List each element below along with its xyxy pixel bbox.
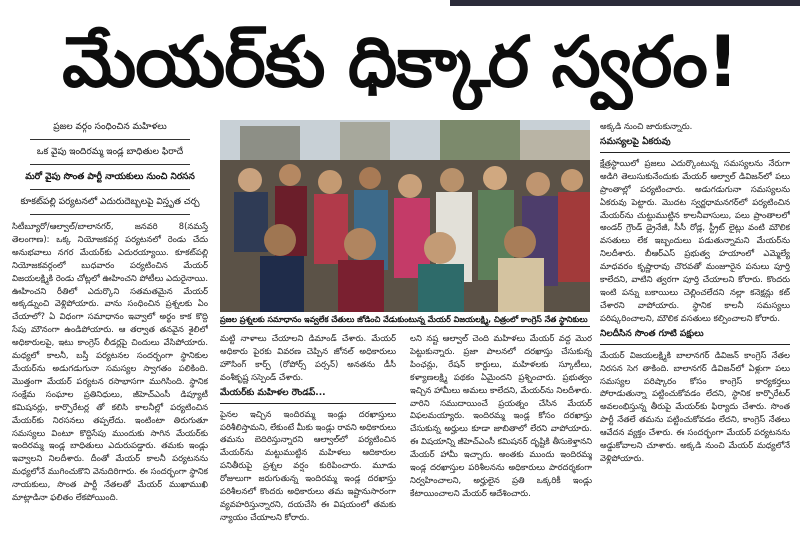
article-body-left: సిటీబ్యూరో/ఆల్వాల్/బాలానగర్, జనవరి 8(నమస్తే తెలంగాణ): ఒక్క నియోజకవర్గ పర్యటనలో రెండు చేదు అనుభవాలు నగర మేయర్‌కు ఎదురయ్యాయి. కూకట్‌పల్లి నియోజకవర్గంలో బుధవారం పర్యటించిన మేయర్ విజయలక్ష్మికి రెండు చోట్లలో ఊహించని పోటీలు ఎదురైనాయి. ఊహించని రీతిలో ఎదుర్కొని సతమతమైన మేయర్ అక్కడ్నుంచి వెళ్లిపోయారు. వాను సంధించిన ప్రశ్నలకు ఏం చేయాలో? ఏ విధంగా సమాధానం ఇవ్వాలో అర్థం కాక కొద్ది సేపు మౌనంగా ఉండిపోయారు. ఆ తర్వాత తనవైన శైలిలో అధికారులపై, ఇటు కాంగ్రెస్ లీడర్లపై చిందులు వేసిపోయారు. మధ్యలో కాలనీ, బస్తీ పర్యటనల సందర్భంగా స్థానికుల మేయర్‌ను అడుగడుగునా సమస్యల స్వాగతం పలికింది. మొత్తంగా మేయర్ పర్యటన రసాభాసగా ముగిసింది. స్థానిక సంక్షేమ సంఘాల ప్రతినిధులు, జీహెచ్ఎంసీ డిప్యూటీ కమిషనర్లు, కార్పొరేటర్ల తో కలిసి కాలనీల్లో పర్యటించిన మేయర్‌కు నిరసనలు తప్పలేదు. ఇంటింటా తిరుగుతూ సమస్యలు వింటూ కొద్దిసేపు ముందుకు సాగిన మేయర్‌కు ఇందిరమ్మ ఇండ్ల బాధితులు ఎదురుపడ్డారు. తమకు ఇండ్లు ఇవ్వాలని నిలదీశారు. దీంతో మేయర్ కాలనీ పర్యటనను మధ్యలోనే ముగించుకొని వెనుదిరిగారు. ఈ సందర్భంగా స్థానిక నాయకులు, సొంత పార్టీ నేతలతో మేయర్ ముఖాముఖి మాట్లాడినా ఫలితం లేకపోయింది. — [12, 221, 208, 503]
paragraph: అక్కడి నుంచి జారుకున్నారు. — [600, 121, 693, 131]
paragraph: లని నష్ట ఆల్వాల్ చెంది మహిళలు మేయర్ వద్ద మొర పెట్టుకున్నారు. ప్రజా పాలనలో దరఖాస్తు చేసుకున్న పింఛన్లు, రేషన్ కార్డులు, మహిళలకు స్కూటీలు, కళ్యాణలక్ష్మి పథకం ఏమైందని ప్రశ్నించారు. ప్రభుత్వం ఇచ్చిన హామీలు అమలు కాలేదని, మేయర్‌ను నిలదీశారు. వారిని సముదాయించే ప్రయత్నం చేసిన మేయర్ విఫలమయ్యారు. ఇందిరమ్మ ఇండ్ల కోసం దరఖాస్తు చేసుకున్న అర్హులు కూడా జాబితాలో లేరని వాపోయారు. ఈ విషయాన్ని జీహెచ్ఎంసీ కమిషనర్ దృష్టికి తీసుకెళ్తానని మేయర్ హామీ ఇచ్చారు. అంతకు ముందు ఇందిరమ్మ ఇండ్ల దరఖాస్తుల పరిశీలనను అధికారులు పారదర్శకంగా నిర్వహించాలని, అర్హులైన ప్రతి ఒక్కరికీ ఇండ్లు కేటాయించాలని మేయర్ ఆదేశించారు. — [410, 333, 592, 498]
kicker-4: కూకట్‌పల్లి పర్యటనలో ఎదురుదెబ్బలపై విస్తృత చర్చ — [20, 197, 200, 207]
article-column-center-right — [410, 332, 592, 532]
headline: మేయర్‌కు ధిక్కార స్వరం! — [62, 21, 738, 103]
kicker-divider — [30, 214, 190, 215]
crowd-photo-illustration — [220, 120, 590, 312]
subheading: సమస్యలపై ఏకరువు — [600, 135, 790, 153]
news-photo — [220, 120, 590, 312]
kicker-1: ప్రజల వర్గం సంధించిన మహిళలు — [53, 122, 167, 132]
photo-caption: ప్రజల ప్రశ్నలకు సమాధానం ఇవ్వలేక చేతులు జోడించి వేడుకుంటున్న మేయర్ విజయలక్ష్మి, చిత్రంలో కాంగ్రెస్ నేత స్థానికులు — [220, 313, 590, 327]
kicker-divider — [30, 164, 190, 165]
article-column-center-left — [220, 332, 396, 532]
paragraph: మట్టి నాళాలు చేయాలని డిమాండ్ చేశారు. మేయర్ అధికారు పైరకు వివరణ చెప్పిన జోనల్ అధికారులు హౌసింగ్ కార్ప్ (రోపోర్స్ పర్సన్) అనతను డీసీ వంశీకృష్ణ సస్పెండ్ చేశారు. — [220, 333, 396, 382]
paragraph: మేయర్ విజయలక్ష్మికి బాలానగర్ డివిజన్ కాంగ్రెస్ నేతల నిరసన సెగ తాకింది. బాలానగర్ డివిజన్‌లో ఏళ్లుగా పలు సమస్యల పరిష్కారం కోసం కాంగ్రెస్ కార్యకర్తలు పోరాడుతున్నా పట్టించుకోవడం లేదని, స్థానిక కార్పొరేటర్ అవలంభిస్తున్న తీరుపై మేయర్‌కు ఫిర్యాదు చేశారు. సొంత పార్టీ నేతలే తమను పట్టించుకోవడం లేదని, కాంగ్రెస్ నేతలు ఆవేదన వ్యక్తం చేశారు. ఈ సందర్భంగా మేయర్ పర్యటనను అడ్డుకోవాలని చూశారు. అక్కడి నుంచి మేయర్ మధ్యలోనే వెళ్లిపోయారు. — [600, 349, 790, 463]
subheading: మేయర్‌కు మహిళల రౌండప్... — [220, 386, 396, 404]
left-column — [12, 120, 208, 530]
subheading: నిలదీసిన సొంత గూటి పక్షులు — [600, 327, 790, 345]
kicker-2: ఒక వైపు ఇందిరమ్మ ఇండ్ల బాధితుల ఫిరాదే — [36, 147, 184, 157]
right-column — [600, 120, 790, 532]
top-band — [0, 0, 800, 6]
paragraph: క్షేత్రస్థాయిలో ప్రజలు ఎదుర్కొంటున్న సమస్యలను నేరుగా అడిగి తెలుసుకునేందుకు మేయర్ ఆల్వాల్ డివిజన్‌లో పలు ప్రాంతాల్లో పర్యటించారు. అడుగడుగునా సమస్యలను ఏకరువు పెట్టారు. మొదట స్వర్ణధామనగర్‌లో పర్యటించిన మేయర్‌ను చుట్టుముట్టిన కాలనీవాసులు, పలు ప్రాంతాలలో అండర్ గ్రౌండ్ డ్రైనేజీ, సీసీ రోడ్ల, స్ట్రీట్ లైట్లు వంటి మౌలిక వసతులు లేక ఇబ్బందులు పడుతున్నామని మేయర్‌ను నిలదీశారు. బీఆర్ఎస్ ప్రభుత్వ హయాంలో ఎమ్మెల్యే మాధవరం కృష్ణారావు చొరవతో మంజూరైన పనులు పూర్తి కాలేదని, వాటిని త్వరగా పూర్తి చేయాలని కోరారు. కొందరు ఇంటి పన్ను బకాయిలు చెల్లించలేదని నల్లా కనెక్షన్లు కట్ చేశారని వాపోయారు. స్థానిక కాలనీ సమస్యలు పరిష్కరించాలని, మౌలిక వసతులు కల్పించాలని కోరారు. — [600, 157, 790, 323]
top-band-dark — [450, 0, 800, 6]
kicker-divider — [30, 139, 190, 140]
paragraph: పైనల ఇచ్చిన ఇందిరమ్మ ఇండ్లు దరఖాస్తులు పరిశీలిస్తామని, లేకుంటే మీకు ఇండ్లు రావని అధికారులు తమను బెదిరిస్తున్నారని ఆల్వాల్‌లో పర్యటించిన మేయర్‌ను మట్టుముట్టిన మహిళలు ఆదికారుల పనితీరుపై ప్రశ్నల వర్షం కురిపించారు. మూడు రోజులుగా జరుగుతున్న ఇందిరమ్మ ఇండ్ల దరఖాస్తు పరిశీలనలో కొందరు అధికారులు తమ ఇష్టానుసారంగా వ్యవహరిస్తున్నారని, దయచేసి ఈ విషయంలో తమకు న్యాయం చేయాలని కోరారు. — [220, 408, 396, 522]
kicker-3: మరో వైపు సొంత పార్టీ నాయకులు నుంచి నిరసన — [25, 172, 195, 182]
kicker-divider — [30, 189, 190, 190]
